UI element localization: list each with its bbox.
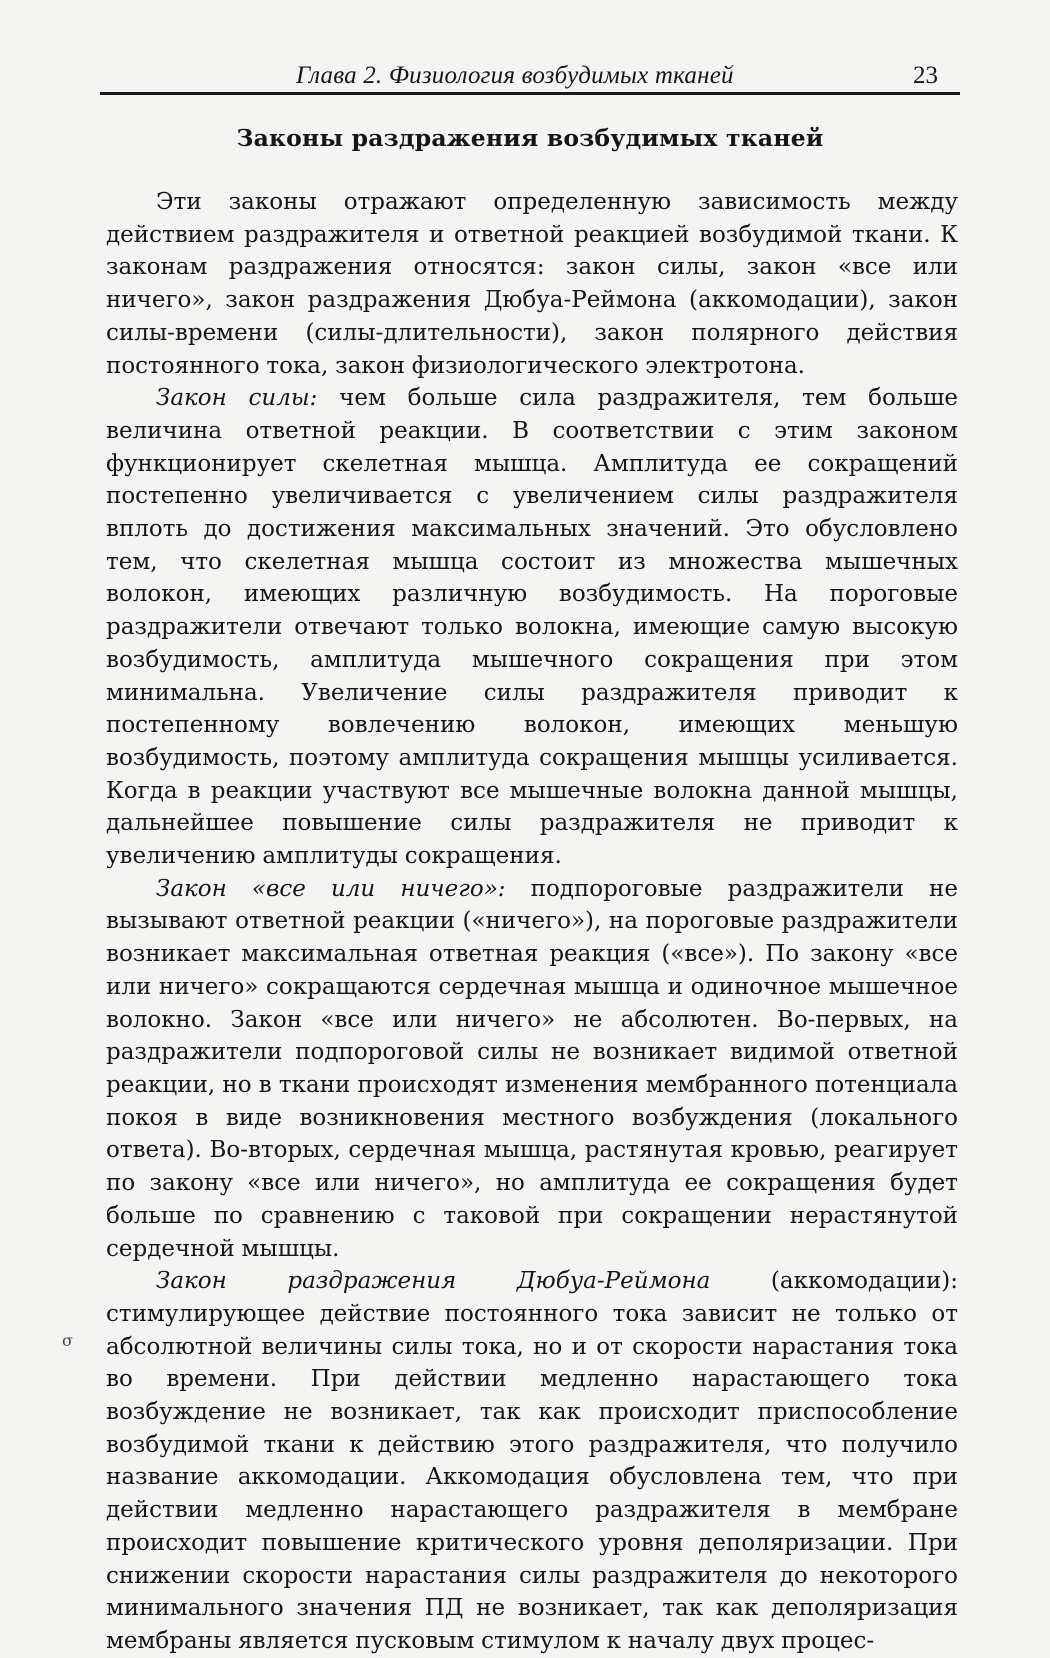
paragraph-term: Закон раздражения Дюбуа-Реймона [156,1268,711,1295]
body-text [106,186,958,1658]
margin-mark: σ [62,1331,73,1350]
paragraph-intro [106,186,958,382]
paragraph-text: чем больше сила раздражителя, тем больше величина ответной реакции. В соответствии с этим законом функционирует скелетная мышца. Амплитуда ее сокращений постепенно увеличивается с увеличением силы раздражителя вплоть до достижения максимальных значений. Это обусловлено тем, что скелетная мышца состоит из множества мышечных волокон, имеющих различную возбудимость. На пороговые раздражители отвечают только волокна, имеющие самую высокую возбудимость, амплитуда мышечного сокращения при этом минимальна. Увеличение силы раздражителя приводит к постепенному вовлечению волокон, имеющих меньшую возбудимость, поэтому амплитуда сокращения мышцы усиливается. Когда в реакции участвуют все мышечные волокна данной мышцы, дальнейшее повышение силы раздражителя не приводит к увеличению амплитуды сокращения. [106,385,958,870]
paragraph-term: Закон силы: [156,385,318,412]
paragraph-law-of-strength [106,382,958,873]
chapter-title: Глава 2. Физиология возбудимых тканей [296,62,734,89]
paragraph-term: Закон «все или ничего»: [156,875,506,902]
page-number: 23 [913,62,938,89]
paragraph-text: (аккомодации): стимулирующее действие постоянного тока зависит не только от абсолютной величины силы тока, но и от скорости нарастания тока во времени. При действии медленно нарастающего тока возбуждение не возникает, так как происходит приспособление возбудимой ткани к действию этого раздражителя, что получило название аккомодации. Аккомодация обусловлена тем, что при действии медленно нарастающего раздражителя в мембране происходит повышение критического уровня деполяризации. При снижении скорости нарастания силы раздражителя до некоторого минимального значения ПД не возникает, так как деполяризация мембраны является пусковым стимулом к началу двух процес- [106,1268,958,1654]
section-heading: Законы раздражения возбудимых тканей [236,124,824,152]
paragraph-all-or-nothing [106,873,958,1265]
running-header [100,56,960,95]
paragraph-dubois-reymond [106,1265,958,1657]
paragraph-text: Эти законы отражают определенную зависимость между действием раздражителя и ответной реакцией возбудимой ткани. К законам раздражения относятся: закон силы, закон «все или ничего», закон раздражения Дюбуа-Реймона (аккомодации), закон силы-времени (силы-длительности), закон полярного действия постоянного тока, закон физиологического электротона. [106,189,958,379]
paragraph-text: подпороговые раздражители не вызывают ответной реакции («ничего»), на пороговые раздражители возникает максимальная ответная реакция («все»). По закону «все или ничего» сокращаются сердечная мышца и одиночное мышечное волокно. Закон «все или ничего» не абсолютен. Во-первых, на раздражители подпороговой силы не возникает видимой ответной реакции, но в ткани происходят изменения мембранного потенциала покоя в виде возникновения местного возбуждения (локального ответа). Во-вторых, сердечная мышца, растянутая кровью, реагирует по закону «все или ничего», но амплитуда ее сокращения будет больше по сравнению с таковой при сокращении нерастянутой сердечной мышцы. [106,875,958,1262]
